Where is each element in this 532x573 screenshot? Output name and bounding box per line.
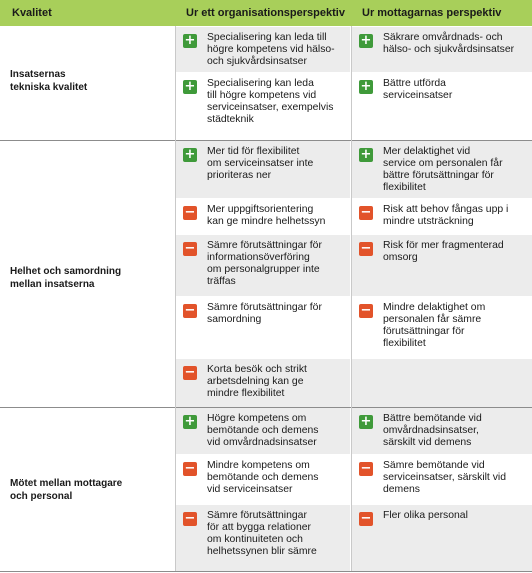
recipient-item-text-line: bättre förutsättningar för (383, 170, 494, 181)
org-item-text-line: Sämre förutsättningar för (207, 240, 322, 251)
column-divider (175, 26, 176, 571)
org-item-text-line: Specialisering kan leda till (207, 32, 327, 43)
recipient-item-text-line: Säkrare omvårdnads- och (383, 32, 503, 43)
org-item-text-line: Mindre kompetens om (207, 460, 310, 471)
org-item-text-line: Korta besök och strikt (207, 364, 307, 375)
org-item-text-line: Sämre förutsättningar (207, 510, 307, 521)
org-item-text-line: Mer tid för flexibilitet (207, 146, 300, 157)
recipient-item-text-line: demens (383, 484, 420, 495)
org-item-text-line: vid omvårdnadsinsatser (207, 437, 317, 448)
minus-icon: − (184, 365, 196, 380)
org-item-text-line: högre kompetens vid hälso- (207, 44, 335, 55)
section-divider (0, 571, 532, 572)
recipient-item-text-line: Mindre delaktighet om (383, 302, 486, 313)
org-item-text-line: samordning (207, 314, 262, 325)
minus-icon: − (184, 241, 196, 256)
org-item-text-line: om serviceinsatser inte (207, 158, 314, 169)
plus-icon: + (360, 414, 372, 429)
org-item-text-line: bemötande och demens (207, 425, 319, 436)
org-item-text-line: Sämre förutsättningar för (207, 302, 322, 313)
org-item-text-line: träffas (207, 276, 236, 287)
recipient-item-text-line: Bättre utförda (383, 78, 446, 89)
recipient-item-text-line: mindre utsträckning (383, 216, 474, 227)
quality-label: och personal (10, 491, 73, 502)
recipient-item-text-line: Mer delaktighet vid (383, 146, 471, 157)
org-item-text-line: om personalgrupper inte (207, 264, 320, 275)
recipient-item-text-line: flexibilitet (383, 338, 426, 349)
org-item-text-line: Högre kompetens om (207, 413, 307, 424)
minus-icon: − (360, 241, 372, 256)
table-header (0, 0, 532, 26)
org-item-text-line: informationsöverföring (207, 252, 310, 263)
org-item-text-line: om kontinuiteten och (207, 534, 303, 545)
plus-icon: + (184, 414, 196, 429)
minus-icon: − (360, 303, 372, 318)
plus-icon: + (184, 33, 196, 48)
recipient-item-text-line: hälso- och sjukvårdsinsatser (383, 44, 515, 55)
recipient-item-text-line: Bättre bemötande vid (383, 413, 482, 424)
plus-icon: + (360, 33, 372, 48)
quality-label: tekniska kvalitet (10, 82, 88, 93)
column-divider (351, 26, 352, 571)
recipient-item-text-line: förutsättningar för (383, 326, 465, 337)
minus-icon: − (184, 511, 196, 526)
org-item-text-line: mindre flexibilitet (207, 388, 285, 399)
org-item-text-line: vid serviceinsatser (207, 484, 293, 495)
minus-icon: − (360, 461, 372, 476)
minus-icon: − (184, 461, 196, 476)
recipient-item-text-line: serviceinsatser (383, 90, 453, 101)
plus-icon: + (184, 147, 196, 162)
header-recipients: Ur mottagarnas perspektiv (362, 7, 502, 19)
quality-label: mellan insatserna (10, 279, 95, 290)
org-item-text-line: Mer uppgiftsorientering (207, 204, 314, 215)
recipient-item-cell (352, 359, 532, 407)
org-item-text-line: Specialisering kan leda (207, 78, 314, 89)
quality-label: Helhet och samordning (10, 266, 122, 277)
recipient-item-text-line: Sämre bemötande vid (383, 460, 485, 471)
quality-label: Insatsernas (10, 69, 66, 80)
header-kvalitet: Kvalitet (12, 7, 52, 19)
org-item-text-line: bemötande och demens (207, 472, 319, 483)
org-item-text-line: och sjukvårdsinsatser (207, 56, 307, 67)
minus-icon: − (360, 511, 372, 526)
recipient-item-text-line: service om personalen får (383, 158, 503, 169)
recipient-item-text-line: omsorg (383, 252, 418, 263)
minus-icon: − (184, 303, 196, 318)
recipient-item-text-line: Fler olika personal (383, 510, 468, 521)
org-item-text-line: serviceinsatser, exempelvis (207, 102, 334, 113)
recipient-item-text-line: omvårdnadsinsatser, (383, 425, 479, 436)
plus-icon: + (184, 79, 196, 94)
quality-label: Mötet mellan mottagare (10, 478, 123, 489)
recipient-item-text-line: flexibilitet (383, 182, 426, 193)
minus-icon: − (360, 205, 372, 220)
recipient-item-text-line: personalen får sämre (383, 314, 482, 325)
org-item-text-line: kan ge mindre helhetssyn (207, 216, 326, 227)
plus-icon: + (360, 79, 372, 94)
recipient-item-text-line: Risk för mer fragmenterad (383, 240, 504, 251)
org-item-text-line: städteknik (207, 114, 254, 125)
plus-icon: + (360, 147, 372, 162)
recipient-item-text-line: särskilt vid demens (383, 437, 472, 448)
org-item-text-line: arbetsdelning kan ge (207, 376, 304, 387)
header-organisation: Ur ett organisationsperspektiv (186, 7, 345, 19)
minus-icon: − (184, 205, 196, 220)
org-item-text-line: helhetssynen blir sämre (207, 546, 317, 557)
org-item-text-line: till högre kompetens vid (207, 90, 317, 101)
recipient-item-text-line: Risk att behov fångas upp i (383, 204, 509, 215)
org-item-text-line: prioriteras ner (207, 170, 272, 181)
recipient-item-text-line: serviceinsatser, särskilt vid (383, 472, 506, 483)
org-item-text-line: för att bygga relationer (207, 522, 311, 533)
